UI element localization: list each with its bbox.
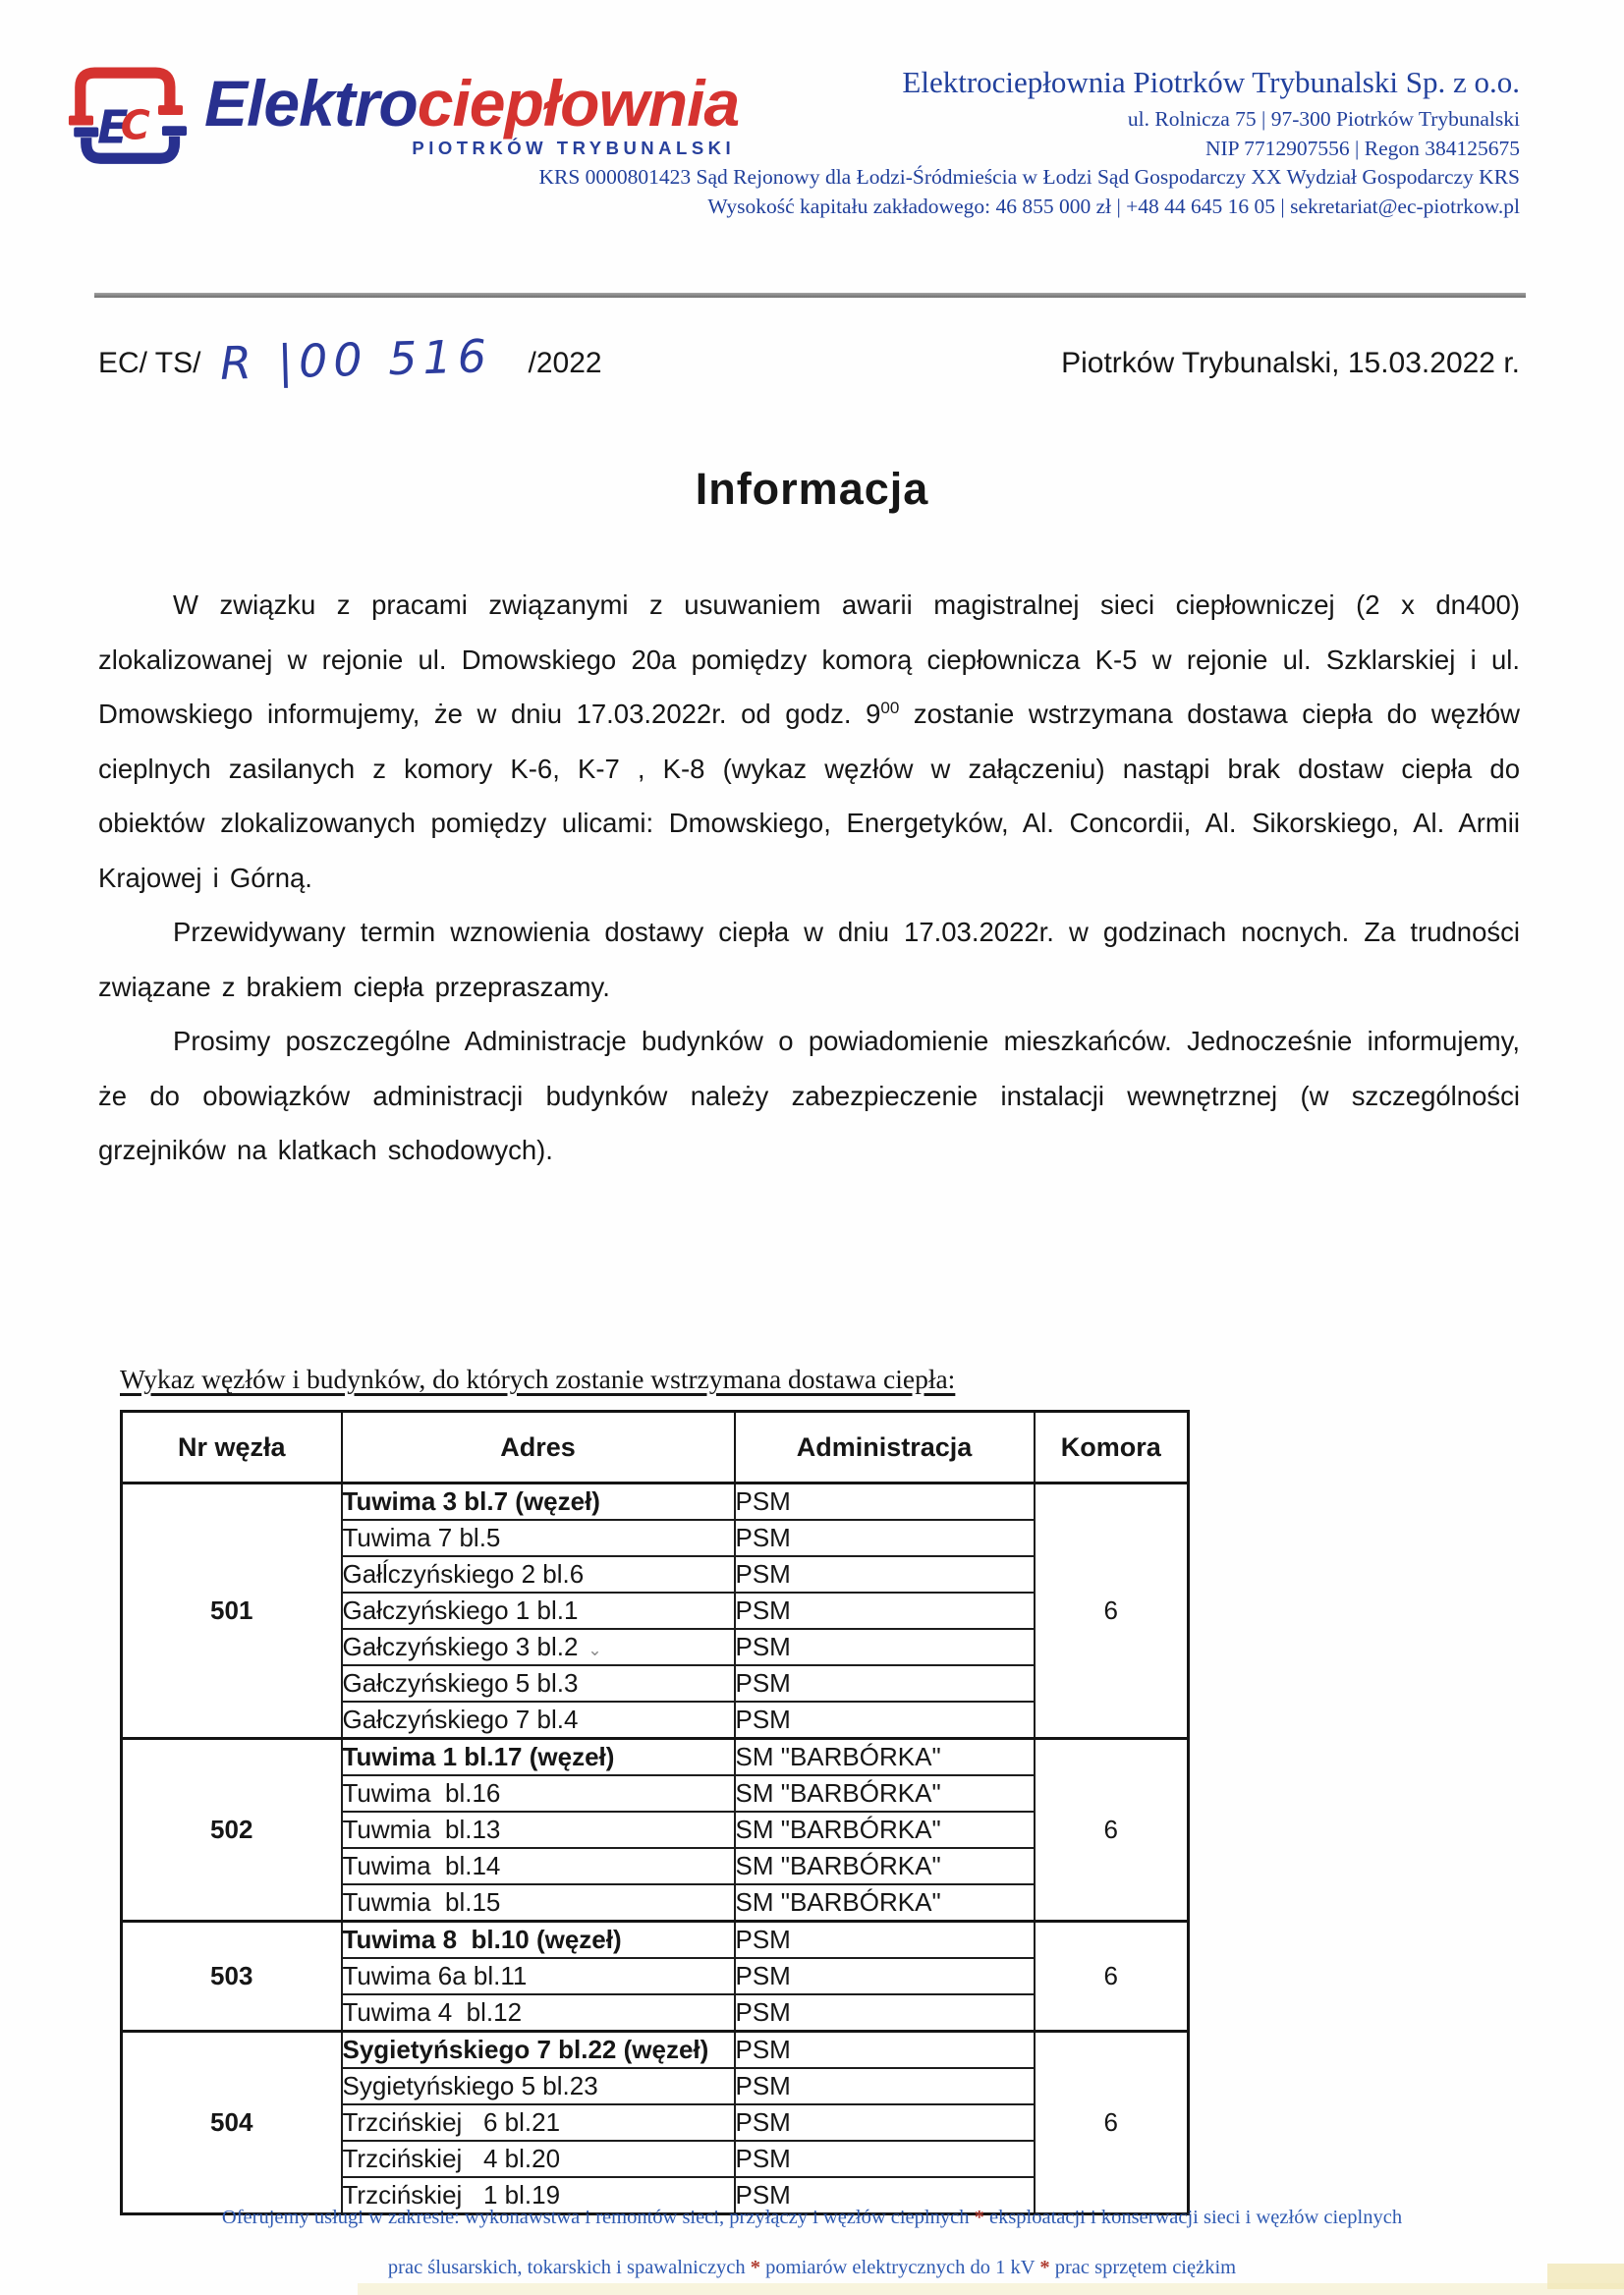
body-text	[98, 578, 1520, 1178]
reference-row	[98, 329, 1520, 390]
address-cell: Gałĺczyńskiego 2 bl.6	[342, 1556, 735, 1593]
company-capital-contact-line: Wysokość kapitału zakładowego: 46 855 000 zł | +48 44 645 16 05 | sekretariat@ec-piotrkow.pl	[707, 194, 1520, 218]
node-number-cell: 502	[122, 1739, 342, 1922]
administration-cell: PSM	[735, 1922, 1035, 1959]
body-paragraph	[98, 578, 1520, 905]
table-row	[122, 1739, 1189, 1776]
brand-part-elektro: Elektro	[204, 67, 418, 140]
address-cell: Trzcińskiej 6 bl.21	[342, 2104, 735, 2141]
administration-cell: PSM	[735, 1556, 1035, 1593]
asterisk-separator: *	[1039, 2257, 1050, 2278]
address-cell: Tuwima 3 bl.7 (węzeł)	[342, 1483, 735, 1521]
administration-cell: PSM	[735, 1702, 1035, 1739]
header-address: Adres	[342, 1412, 735, 1483]
text-run: zostanie wstrzymana dostawa ciepła do węzłów cieplnych zasilanych z komory K-6, K-7 , K-8 (wykaz węzłów w załączeniu) nastąpi brak dostaw ciepła do obiektów zlokalizowanych pomiędzy ulicami: Dmowskiego, Energetyków, Al. Concordii, Al. Sikorskiego, Al. Armii Krajowej i Górną.	[98, 699, 1520, 893]
address-cell: Gałczyńskiego 1 bl.1	[342, 1593, 735, 1629]
brand-part-cieplownia: ciepłownia	[417, 67, 740, 140]
address-cell: Tuwima bl.14	[342, 1848, 735, 1884]
administration-cell: PSM	[735, 2032, 1035, 2069]
text-run: pomiarów elektrycznych do 1 kV	[760, 2257, 1040, 2278]
address-cell: Trzcińskiej 4 bl.20	[342, 2141, 735, 2177]
address-cell: Tuwima 7 bl.5	[342, 1520, 735, 1556]
administration-cell: PSM	[735, 1593, 1035, 1629]
reference-suffix: /2022	[528, 347, 602, 379]
table-row	[122, 2032, 1189, 2069]
text-run: Przewidywany termin wznowienia dostawy ciepła w dniu 17.03.2022r. w godzinach nocnych. Za trudności związane z brakiem ciepła przepraszamy.	[98, 917, 1520, 1002]
komora-cell: 6	[1035, 1739, 1189, 1922]
table-row	[122, 1483, 1189, 1521]
address-cell: Tuwima 1 bl.17 (węzeł)	[342, 1739, 735, 1776]
address-cell: Gałczyńskiego 7 bl.4	[342, 1702, 735, 1739]
address-cell: Tuwima 4 bl.12	[342, 1994, 735, 2032]
header-administration: Administracja	[735, 1412, 1035, 1483]
administration-cell: PSM	[735, 2068, 1035, 2104]
ec-pipes-icon	[61, 53, 191, 177]
address-cell: Tuwima 8 bl.10 (węzeł)	[342, 1922, 735, 1959]
komora-cell: 6	[1035, 1922, 1189, 2032]
text-run: eksploatacji i konserwacji sieci i węzłów cieplnych	[983, 2207, 1403, 2228]
body-paragraph	[98, 905, 1520, 1014]
pen-mark: ⌄	[588, 1641, 602, 1659]
nodes-table	[120, 1410, 1190, 2215]
node-number-cell: 501	[122, 1483, 342, 1739]
icon-letter-c: C	[120, 101, 150, 149]
komora-cell: 6	[1035, 2032, 1189, 2214]
address-cell: Trzcińskiej 1 bl.19	[342, 2177, 735, 2214]
header-divider	[94, 293, 1526, 298]
node-number-cell: 504	[122, 2032, 342, 2214]
asterisk-separator: *	[750, 2257, 761, 2278]
administration-cell: PSM	[735, 2141, 1035, 2177]
document-title: Informacja	[695, 464, 929, 514]
address-cell: Tuwmia bl.15	[342, 1884, 735, 1922]
scan-smudge	[358, 2283, 1624, 2295]
text-run: prac ślusarskich, tokarskich i spawalniczych	[387, 2257, 751, 2278]
address-cell: Gałczyńskiego 3 bl.2 ⌄	[342, 1629, 735, 1665]
scan-smudge-corner	[1547, 2264, 1624, 2289]
table-header-row	[122, 1412, 1189, 1483]
administration-cell: SM "BARBÓRKA"	[735, 1884, 1035, 1922]
company-nip-regon-line: NIP 7712907556 | Regon 384125675	[1204, 136, 1520, 160]
address-cell: Tuwima bl.16	[342, 1775, 735, 1812]
asterisk-separator: *	[974, 2207, 984, 2228]
administration-cell: SM "BARBÓRKA"	[735, 1812, 1035, 1848]
administration-cell: PSM	[735, 1483, 1035, 1521]
company-address-line: ul. Rolnicza 75 | 97-300 Piotrków Trybunalski	[1127, 107, 1520, 131]
superscript-hour: 00	[880, 698, 900, 717]
reference-number	[98, 329, 602, 390]
header-komora: Komora	[1035, 1412, 1189, 1483]
text-run: prac sprzętem ciężkim	[1049, 2257, 1237, 2278]
administration-cell: PSM	[735, 2104, 1035, 2141]
table-row	[122, 1922, 1189, 1959]
text-run: Prosimy poszczególne Administracje budynków o powiadomienie mieszkańców. Jednocześnie informujemy, że do obowiązków administracji budynków należy zabezpieczenie instalacji wewnętrznej (w szczególności grzejników na klatkach schodowych).	[98, 1026, 1520, 1165]
administration-cell: PSM	[735, 1994, 1035, 2032]
administration-cell: PSM	[735, 1629, 1035, 1665]
company-krs-line: KRS 0000801423 Sąd Rejonowy dla Łodzi-Śródmieścia w Łodzi Sąd Gospodarczy XX Wydział Gospodarczy KRS	[538, 165, 1520, 189]
table-caption: Wykaz węzłów i budynków, do których zostanie wstrzymana dostawa ciepła:	[120, 1364, 956, 1394]
komora-cell: 6	[1035, 1483, 1189, 1739]
company-name-line: Elektrociepłownia Piotrków Trybunalski Sp. z o.o.	[902, 65, 1520, 99]
address-cell: Sygietyńskiego 7 bl.22 (węzeł)	[342, 2032, 735, 2069]
administration-cell: PSM	[735, 1665, 1035, 1702]
icon-letter-e: E	[96, 100, 129, 154]
administration-cell: SM "BARBÓRKA"	[735, 1848, 1035, 1884]
node-number-cell: 503	[122, 1922, 342, 2032]
header-node-number: Nr węzła	[122, 1412, 342, 1483]
nodes-table-section	[120, 1364, 1190, 2215]
letterhead-info	[196, 65, 1520, 221]
address-cell: Tuwima 6a bl.11	[342, 1958, 735, 1994]
body-paragraph	[98, 1014, 1520, 1178]
address-cell: Gałczyńskiego 5 bl.3	[342, 1665, 735, 1702]
administration-cell: PSM	[735, 1958, 1035, 1994]
nodes-table-body	[122, 1483, 1189, 2214]
reference-prefix: EC/ TS/	[98, 347, 201, 379]
brand-subtitle: PIOTRKÓW TRYBUNALSKI	[412, 138, 736, 158]
text-run: W związku z pracami związanymi z usuwaniem awarii magistralnej sieci ciepłowniczej (2 x dn400) zlokalizowanej w rejonie ul. Dmowskiego 20a pomiędzy komorą ciepłownicza K-5 w rejonie ul. Szklarskiej i ul. Dmowskiego informujemy, że w dniu 17.03.2022r. od godz. 9	[98, 589, 1520, 729]
footer-services	[0, 2193, 1624, 2293]
address-cell: Tuwmia bl.13	[342, 1812, 735, 1848]
place-and-date: Piotrków Trybunalski, 15.03.2022 r.	[1061, 347, 1520, 379]
administration-cell: SM "BARBÓRKA"	[735, 1775, 1035, 1812]
handwritten-number: R |00 516	[219, 329, 494, 390]
administration-cell: PSM	[735, 1520, 1035, 1556]
administration-cell: PSM	[735, 2177, 1035, 2214]
text-run: Oferujemy usługi w zakresie: wykonawstwa i remontów sieci, przyłączy i węzłów cieplnych	[221, 2207, 975, 2228]
administration-cell: SM "BARBÓRKA"	[735, 1739, 1035, 1776]
address-cell: Sygietyńskiego 5 bl.23	[342, 2068, 735, 2104]
footer-line	[0, 2193, 1624, 2243]
